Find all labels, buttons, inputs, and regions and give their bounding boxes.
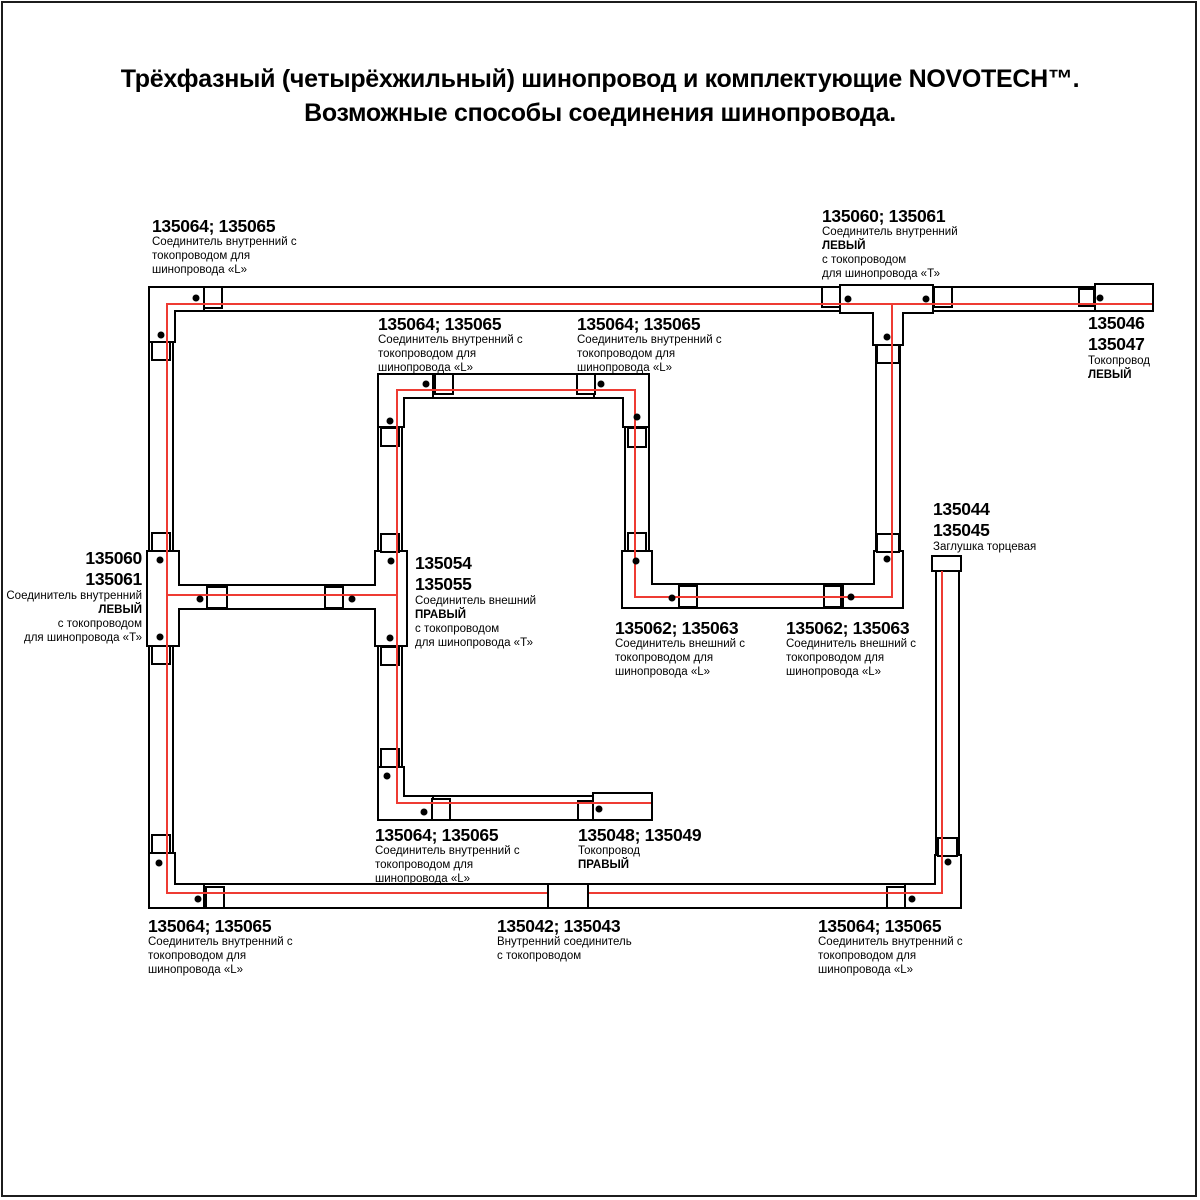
dot [156,860,163,867]
dot [384,773,391,780]
clamp [887,887,905,908]
clamp [877,345,899,363]
feed-right-piece [593,793,652,820]
clamp [207,587,227,608]
clamp [628,533,646,551]
clamp [938,838,957,856]
dot [388,558,395,565]
label-connector-outer-L-left: 135062; 135063 Соединитель внешний с токопроводом для шинопровода «L» [615,618,746,678]
dot [596,806,603,813]
dot [157,634,164,641]
label-connector-inner-L-inner-left: 135064; 135065 Соединитель внутренний с токопроводом для шинопровода «L» [378,314,523,374]
label-connector-internal-center: 135042; 135043 Внутренний соединитель с токопроводом [497,916,632,962]
dot [945,859,952,866]
feed-left-piece [1095,284,1153,311]
internal-connector-center [548,884,588,908]
clamp [206,887,224,908]
label-connector-inner-L-bottom-right: 135064; 135065 Соединитель внутренний с токопроводом для шинопровода «L» [818,916,963,976]
label-connector-inner-L-inner-right: 135064; 135065 Соединитель внутренний с токопроводом для шинопровода «L» [577,314,722,374]
label-connector-inner-L-bottom-left: 135064; 135065 Соединитель внутренний с токопроводом для шинопровода «L» [148,916,293,976]
label-feed-right: 135048; 135049 Токопровод ПРАВЫЙ [578,825,702,871]
label-connector-outer-L-right: 135062; 135063 Соединитель внешний с токопроводом для шинопровода «L» [786,618,917,678]
label-connector-inner-L-top-left: 135064; 135065 Соединитель внутренний с токопроводом для шинопровода «L» [152,216,297,276]
end-cap-piece [932,556,961,571]
title-line-2: Возможные способы соединения шинопровода. [304,99,896,127]
clamp [325,587,343,608]
label-end-cap: 135044 135045 Заглушка торцевая [933,499,1037,553]
dot [669,595,676,602]
dot [195,896,202,903]
clamp [628,428,646,447]
label-connector-inner-T-top: 135060; 135061 Соединитель внутренний ЛЕВЫЙ с токопроводом для шинопровода «Т» [822,206,958,280]
label-connector-inner-T-left: 135060 135061 Соединитель внутренний ЛЕВЫЙ с токопроводом для шинопровода «Т» [6,548,142,644]
dot [884,556,891,563]
dot [157,557,164,564]
dot [349,596,356,603]
dot [845,296,852,303]
dot [848,594,855,601]
title-line-1: Трёхфазный (четырёхжильный) шинопровод и комплектующие NOVOTECH™. [120,65,1080,93]
dot [387,418,394,425]
dot [158,332,165,339]
dot [634,414,641,421]
clamp [877,534,899,552]
label-connector-outer-T-center: 135054 135055 Соединитель внешний ПРАВЫЙ с токопроводом для шинопровода «Т» [415,553,537,649]
dot [1097,295,1104,302]
dot [884,334,891,341]
dot [923,296,930,303]
dot [598,381,605,388]
internal-connector-box [548,884,588,908]
dot [423,381,430,388]
dot [387,635,394,642]
track-top [149,287,1095,311]
dot [633,558,640,565]
dot [193,295,200,302]
dot [421,809,428,816]
dot [909,896,916,903]
label-feed-left: 135046 135047 Токопровод ЛЕВЫЙ [1088,313,1150,381]
dot [197,596,204,603]
label-connector-inner-L-bottom-inner: 135064; 135065 Соединитель внутренний с токопроводом для шинопровода «L» [375,825,520,885]
